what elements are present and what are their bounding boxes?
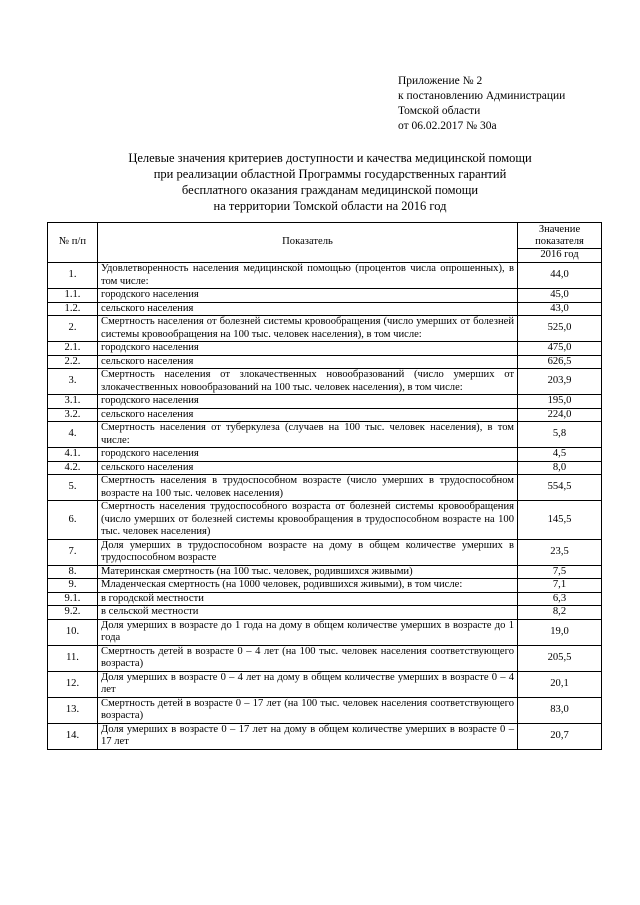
row-indicator: сельского населения: [98, 461, 518, 475]
header-num: № п/п: [48, 223, 98, 263]
row-value: 83,0: [518, 697, 602, 723]
row-number: 9.: [48, 579, 98, 593]
appendix-line: от 06.02.2017 № 30а: [398, 120, 497, 132]
criteria-table: [47, 222, 602, 750]
row-indicator: в сельской местности: [98, 606, 518, 620]
table-row: [48, 369, 602, 395]
row-value: 8,0: [518, 461, 602, 475]
row-indicator: Удовлетворенность населения медицинской помощью (процентов числа опрошенных), в том числе:: [98, 263, 518, 289]
row-number: 1.1.: [48, 289, 98, 303]
appendix-block: [398, 74, 565, 134]
appendix-line: к постановлению Администрации: [398, 90, 566, 102]
table-row: [48, 448, 602, 462]
row-indicator: городского населения: [98, 289, 518, 303]
row-value: 43,0: [518, 302, 602, 316]
table-row: [48, 408, 602, 422]
row-value: 19,0: [518, 619, 602, 645]
row-indicator: Доля умерших в возрасте 0 – 17 лет на дому в общем количестве умерших в возрасте 0 – 17 лет: [98, 723, 518, 749]
table-row: [48, 697, 602, 723]
appendix-line: Томской области: [398, 105, 481, 117]
table-row: [48, 723, 602, 749]
header-indicator: Показатель: [98, 223, 518, 263]
table-row: [48, 316, 602, 342]
row-number: 1.: [48, 263, 98, 289]
row-value: 7,5: [518, 565, 602, 579]
table-row: [48, 395, 602, 409]
table-row: [48, 263, 602, 289]
row-indicator: в городской местности: [98, 592, 518, 606]
row-value: 7,1: [518, 579, 602, 593]
table-row: [48, 671, 602, 697]
table-row: [48, 606, 602, 620]
table-row: [48, 592, 602, 606]
row-indicator: Смертность населения от болезней системы кровообращения (число умерших от болезней системы кровообращения на 100 тыс. человек населения), в том числе:: [98, 316, 518, 342]
row-number: 14.: [48, 723, 98, 749]
row-number: 5.: [48, 475, 98, 501]
row-number: 7.: [48, 539, 98, 565]
row-value: 205,5: [518, 645, 602, 671]
table-row: [48, 619, 602, 645]
row-number: 2.2.: [48, 355, 98, 369]
appendix-line: Приложение № 2: [398, 75, 483, 87]
row-value: 6,3: [518, 592, 602, 606]
row-indicator: городского населения: [98, 395, 518, 409]
row-indicator: Смертность детей в возрасте 0 – 4 лет (на 100 тыс. человек населения соответствующего возраста): [98, 645, 518, 671]
row-value: 8,2: [518, 606, 602, 620]
title-line: на территории Томской области на 2016 год: [213, 199, 447, 213]
row-indicator: Младенческая смертность (на 1000 человек, родившихся живыми), в том числе:: [98, 579, 518, 593]
table-row: [48, 342, 602, 356]
row-value: 203,9: [518, 369, 602, 395]
document-title: [60, 150, 600, 214]
row-number: 4.1.: [48, 448, 98, 462]
row-number: 6.: [48, 501, 98, 540]
row-value: 525,0: [518, 316, 602, 342]
row-indicator: Доля умерших в трудоспособном возрасте на дому в общем количестве умерших в трудоспособном возрасте: [98, 539, 518, 565]
row-number: 1.2.: [48, 302, 98, 316]
row-value: 20,7: [518, 723, 602, 749]
row-value: 4,5: [518, 448, 602, 462]
table-row: [48, 302, 602, 316]
table-row: [48, 355, 602, 369]
table-row: [48, 565, 602, 579]
row-value: 45,0: [518, 289, 602, 303]
row-indicator: Смертность населения в трудоспособном возрасте (число умерших в трудоспособном возрасте на 100 тыс. человек населения): [98, 475, 518, 501]
row-indicator: Доля умерших в возрасте до 1 года на дому в общем количестве умерших в возрасте до 1 года: [98, 619, 518, 645]
row-number: 9.2.: [48, 606, 98, 620]
row-number: 9.1.: [48, 592, 98, 606]
row-number: 3.2.: [48, 408, 98, 422]
row-number: 8.: [48, 565, 98, 579]
row-indicator: сельского населения: [98, 355, 518, 369]
title-line: бесплатного оказания гражданам медицинской помощи: [181, 183, 479, 197]
table-row: [48, 475, 602, 501]
row-indicator: сельского населения: [98, 408, 518, 422]
table-row: [48, 461, 602, 475]
header-value: Значение показателя: [518, 223, 602, 249]
row-number: 13.: [48, 697, 98, 723]
row-indicator: сельского населения: [98, 302, 518, 316]
table-row: [48, 422, 602, 448]
table-row: [48, 579, 602, 593]
row-number: 3.: [48, 369, 98, 395]
row-indicator: Смертность населения от злокачественных новообразований (число умерших от злокачественных новообразований на 100 тыс. человек населения), в том числе:: [98, 369, 518, 395]
table-row: [48, 645, 602, 671]
row-indicator: Доля умерших в возрасте 0 – 4 лет на дому в общем количестве умерших в возрасте 0 – 4 лет: [98, 671, 518, 697]
row-indicator: Смертность населения от туберкулеза (случаев на 100 тыс. человек населения), в том числе:: [98, 422, 518, 448]
row-indicator: городского населения: [98, 342, 518, 356]
row-indicator: Материнская смертность (на 100 тыс. человек, родившихся живыми): [98, 565, 518, 579]
row-number: 12.: [48, 671, 98, 697]
table-row: [48, 539, 602, 565]
row-value: 145,5: [518, 501, 602, 540]
table-body: [48, 263, 602, 750]
title-line: Целевые значения критериев доступности и качества медицинской помощи: [128, 151, 532, 165]
row-number: 2.1.: [48, 342, 98, 356]
row-number: 4.: [48, 422, 98, 448]
table-row: [48, 289, 602, 303]
table-row: [48, 501, 602, 540]
row-value: 475,0: [518, 342, 602, 356]
header-year: 2016 год: [518, 249, 602, 263]
row-number: 4.2.: [48, 461, 98, 475]
row-value: 23,5: [518, 539, 602, 565]
row-value: 554,5: [518, 475, 602, 501]
row-indicator: Смертность населения трудоспособного возраста от болезней системы кровообращения (число умерших от болезней системы кровообращения в трудоспособном возрасте на 100 тыс. человек населения): [98, 501, 518, 540]
row-number: 2.: [48, 316, 98, 342]
row-number: 11.: [48, 645, 98, 671]
row-value: 20,1: [518, 671, 602, 697]
row-value: 44,0: [518, 263, 602, 289]
row-number: 3.1.: [48, 395, 98, 409]
row-indicator: Смертность детей в возрасте 0 – 17 лет (на 100 тыс. человек населения соответствующего возраста): [98, 697, 518, 723]
row-value: 626,5: [518, 355, 602, 369]
title-line: при реализации областной Программы государственных гарантий: [153, 167, 507, 181]
row-indicator: городского населения: [98, 448, 518, 462]
row-value: 5,8: [518, 422, 602, 448]
row-value: 195,0: [518, 395, 602, 409]
row-value: 224,0: [518, 408, 602, 422]
row-number: 10.: [48, 619, 98, 645]
